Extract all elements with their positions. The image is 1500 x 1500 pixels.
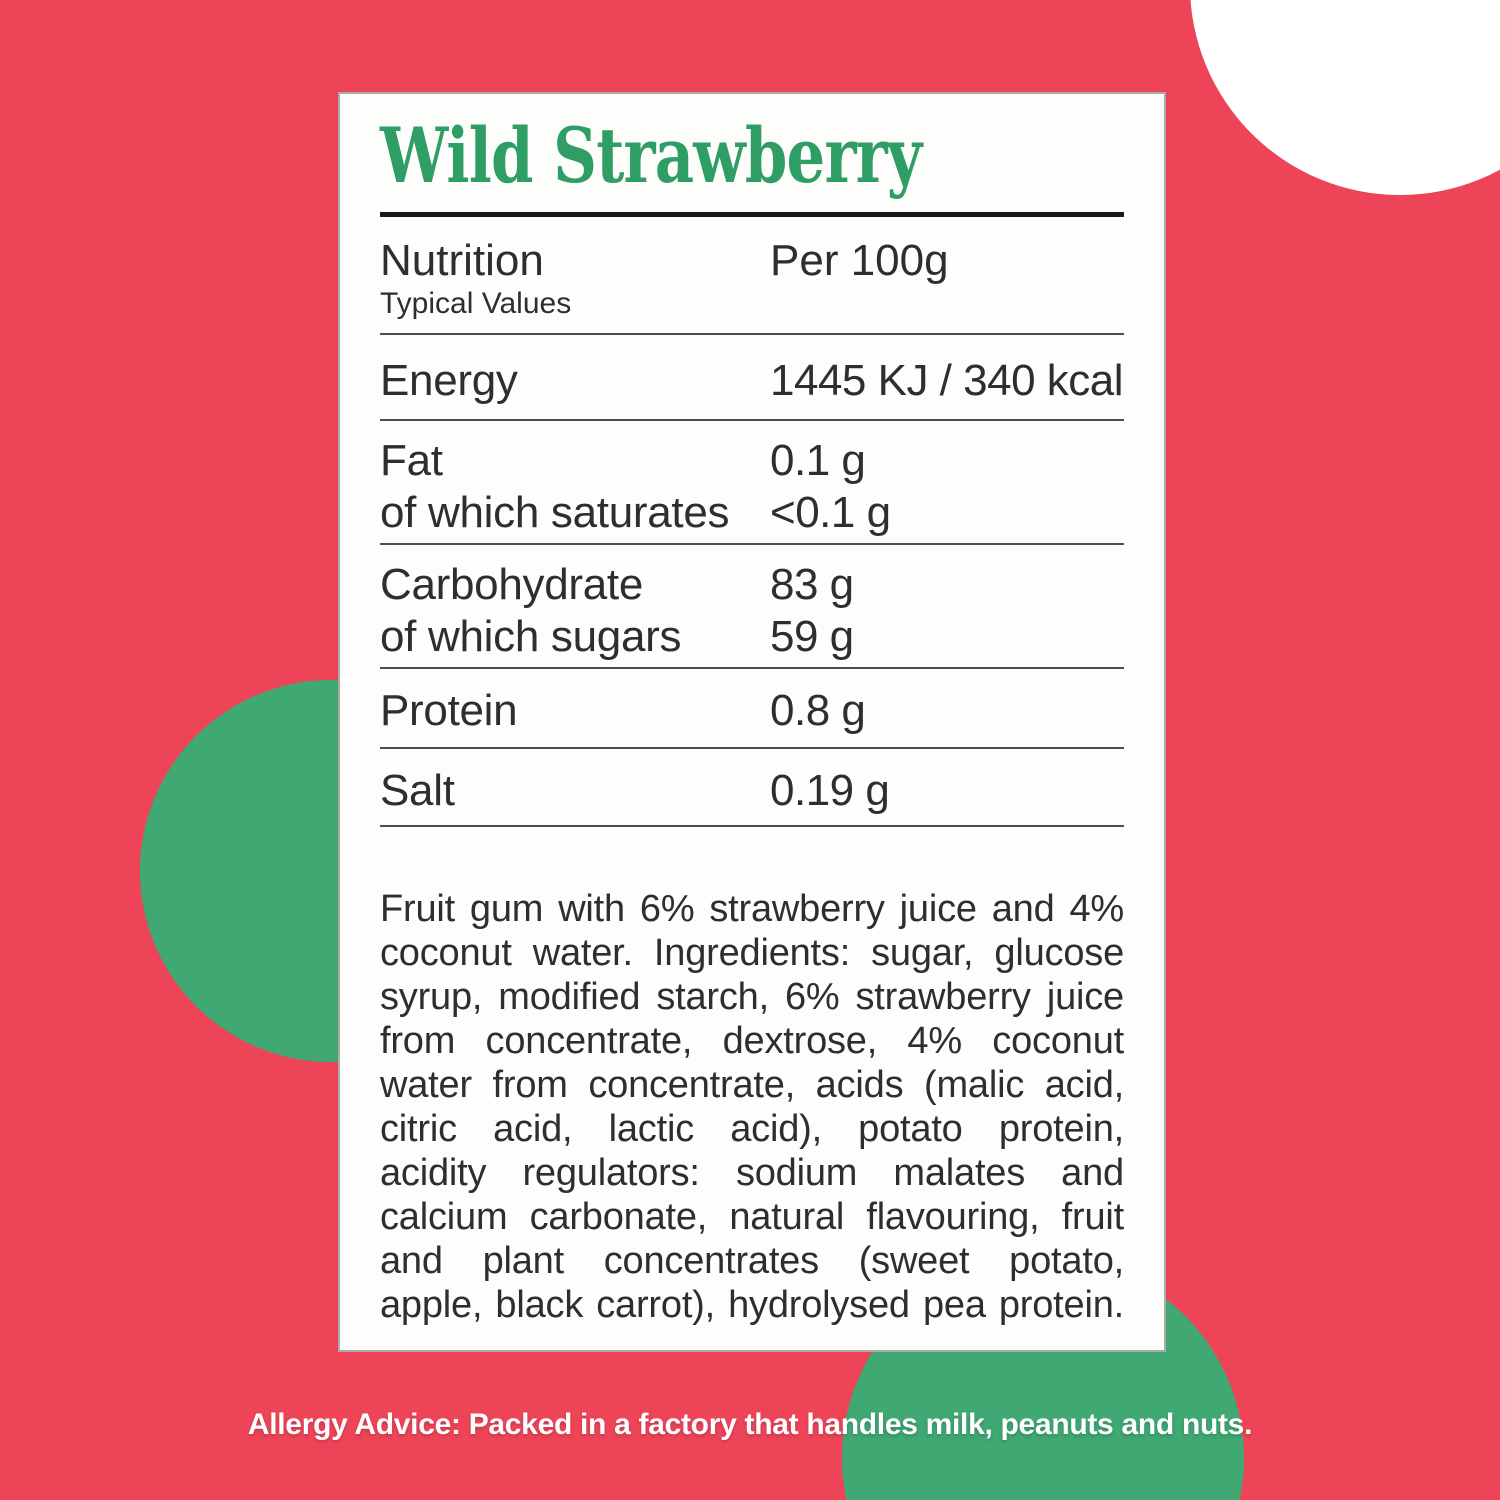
row-divider-rule (380, 825, 1124, 827)
ingredient-line: and plant concentrates (sweet potato, (380, 1240, 1124, 1282)
nutrition-label-card (338, 92, 1166, 1352)
nutrition-table-header (380, 217, 1124, 333)
row-label: Energy (380, 356, 518, 405)
ingredient-line: Fruit gum with 6% strawberry juice and 4% (380, 888, 1124, 930)
nutrition-column-header: Nutrition (380, 236, 544, 285)
table-row-salt (380, 749, 1124, 825)
row-label: Fat (380, 436, 443, 485)
per-100g-column-header: Per 100g (770, 236, 949, 285)
row-value: 0.19 g (770, 766, 890, 815)
row-label: Carbohydrate (380, 560, 643, 609)
row-value: 1445 KJ / 340 kcal (770, 356, 1124, 405)
row-label: Salt (380, 766, 455, 815)
row-sub-label: of which sugars (380, 612, 682, 661)
table-row-energy (380, 335, 1124, 419)
row-value: 83 g (770, 560, 854, 609)
ingredient-line: water from concentrate, acids (malic acid, (380, 1064, 1124, 1106)
row-sub-label: of which saturates (380, 488, 730, 537)
ingredient-line: syrup, modified starch, 6% strawberry juice (380, 976, 1124, 1018)
table-row-fat (380, 421, 1124, 543)
row-label: Protein (380, 686, 518, 735)
ingredient-line: calcium carbonate, natural flavouring, fruit (380, 1196, 1124, 1238)
ingredients-paragraph (380, 887, 1124, 1327)
product-flavor-title: Wild Strawberry (380, 111, 922, 200)
row-sub-value: <0.1 g (770, 488, 891, 537)
ingredient-line: acidity regulators: sodium malates and (380, 1152, 1124, 1194)
table-row-protein (380, 669, 1124, 747)
row-value: 0.1 g (770, 436, 866, 485)
table-row-carbohydrate (380, 545, 1124, 667)
typical-values-subheader: Typical Values (380, 287, 572, 320)
ingredient-line: from concentrate, dextrose, 4% coconut (380, 1020, 1124, 1062)
allergy-advice-text: Allergy Advice: Packed in a factory that handles milk, peanuts and nuts. (247, 1408, 1253, 1441)
ingredient-line: citric acid, lactic acid), potato protein, (380, 1108, 1124, 1150)
row-value: 0.8 g (770, 686, 866, 735)
white-circle-decoration (1190, 0, 1500, 195)
row-sub-value: 59 g (770, 612, 854, 661)
ingredient-line: coconut water. Ingredients: sugar, glucose (380, 932, 1124, 974)
ingredient-line: apple, black carrot), hydrolysed pea protein. (380, 1284, 1124, 1326)
